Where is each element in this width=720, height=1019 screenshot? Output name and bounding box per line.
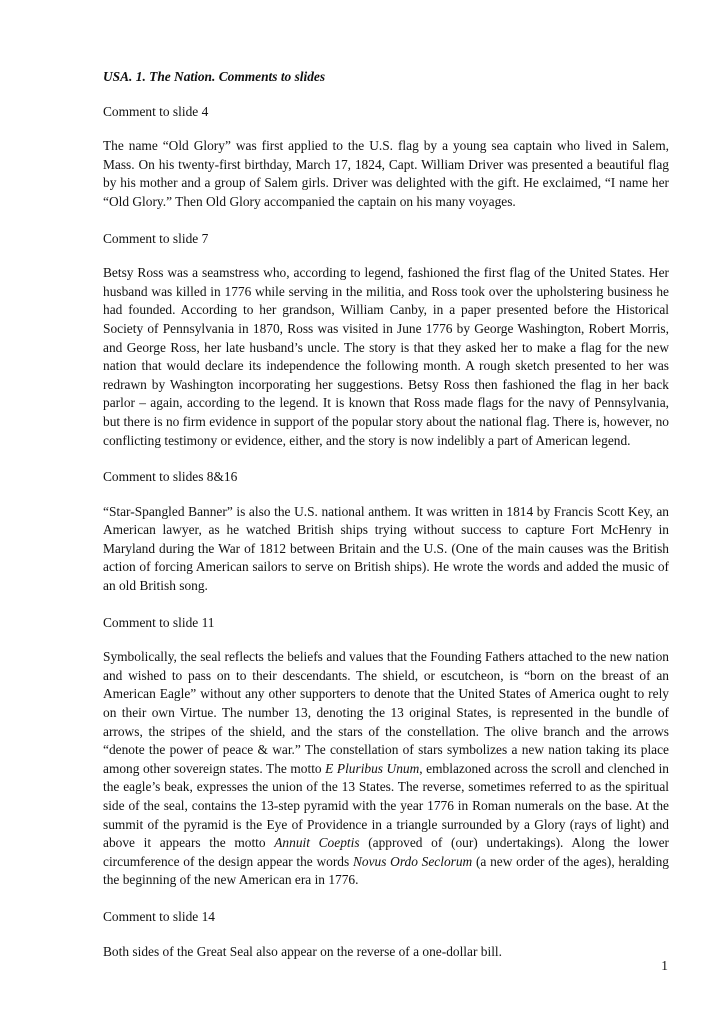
section-text-slide-7: Betsy Ross was a seamstress who, according to legend, fashioned the first flag of the United States. Her husband was killed in 1776 while serving in the militia, and Ross took over the upholstering business he had founded. According to her grandson, William Canby, in a paper presented before the Historical Society of Pennsylvania in 1870, Ross was visited in June 1776 by George Washington, Robert Morris, and George Ross, her late husband’s uncle. The story is that they asked her to make a flag for the new nation that would declare its independence the following month. A rough sketch presented to her was redrawn by Washington incorporating her suggestions. Betsy Ross then fashioned the flag in her back parlor – again, according to the legend. It is known that Ross made flags for the navy of Pennsylvania, but there is no firm evidence in support of the popular story about the national flag. There is, however, no conflicting testimony or evidence, either, and the story is now indelibly a part of American legend. <box>103 265 669 448</box>
motto-e-pluribus-unum: E Pluribus Unum <box>325 760 420 776</box>
section-heading-slide-4: Comment to slide 4 <box>103 103 209 119</box>
section-heading-slide-14: Comment to slide 14 <box>103 908 215 924</box>
section-text-slide-14: Both sides of the Great Seal also appear on the reverse of a one-dollar bill. <box>103 943 502 959</box>
motto-annuit-coeptis: Annuit Coeptis <box>274 835 360 851</box>
page-number: 1 <box>661 958 668 973</box>
section-text-slides-8-16: “Star-Spangled Banner” is also the U.S. national anthem. It was written in 1814 by Francis Scott Key, an American lawyer, as he watched British ships trying without success to capture Fort McHenry in Maryland during the War of 1812 between Britain and the U.S. (One of the main causes was the British action of forcing American sailors to serve on British ships). He wrote the words and added the music of an old British song. <box>103 503 669 594</box>
document-title: USA. 1. The Nation. Comments to slides <box>103 69 326 84</box>
section-heading-slide-11: Comment to slide 11 <box>103 614 215 630</box>
slide-11-text-part-3: (approved of (our) undertakings). Along the lower circumference of the design appear the words <box>103 835 669 869</box>
section-heading-slide-7: Comment to slide 7 <box>103 230 209 246</box>
slide-11-text-part-4: (a new order of the ages), heralding the beginning of the new American era in 1776. <box>103 853 669 888</box>
slide-11-text-part-1: Symbolically, the seal reflects the beliefs and values that the Founding Fathers attached to the new nation and wished to pass on to their descendants. The shield, or escutcheon, is “born on the breast of an American Eagle” without any other supporters to denote that the United States of America ought to rely on their own Virtue. The number 13, denoting the 13 original States, is represented in the bundle of arrows, the stripes of the shield, and the stars of the constellation. The olive branch and the arrows “denote the power of peace & war.” The constellation of stars symbolizes a new nation taking its place among other sovereign states. The motto <box>103 649 669 776</box>
section-heading-slides-8-16: Comment to slides 8&16 <box>103 469 238 485</box>
document-page <box>103 68 669 979</box>
section-text-slide-11 <box>103 648 669 890</box>
motto-novus-ordo-seclorum: Novus Ordo Seclorum <box>352 853 473 869</box>
slide-11-text-part-2: , emblazoned across the scroll and clenched in the eagle’s beak, expresses the union of the 13 States. The reverse, sometimes referred to as the spiritual side of the seal, contains the 13-step pyramid with the year 1776 in Roman numerals on the base. At the summit of the pyramid is the Eye of Providence in a triangle surrounded by a Glory (rays of light) and above it appears the motto <box>103 760 669 851</box>
section-text-slide-4: The name “Old Glory” was first applied to the U.S. flag by a young sea captain who lived in Salem, Mass. On his twenty-first birthday, March 17, 1824, Capt. William Driver was presented a beautiful flag by his mother and a group of Salem girls. Driver was delighted with the gift. He exclaimed, “I name her “Old Glory.” Then Old Glory accompanied the captain on his many voyages. <box>103 138 669 209</box>
